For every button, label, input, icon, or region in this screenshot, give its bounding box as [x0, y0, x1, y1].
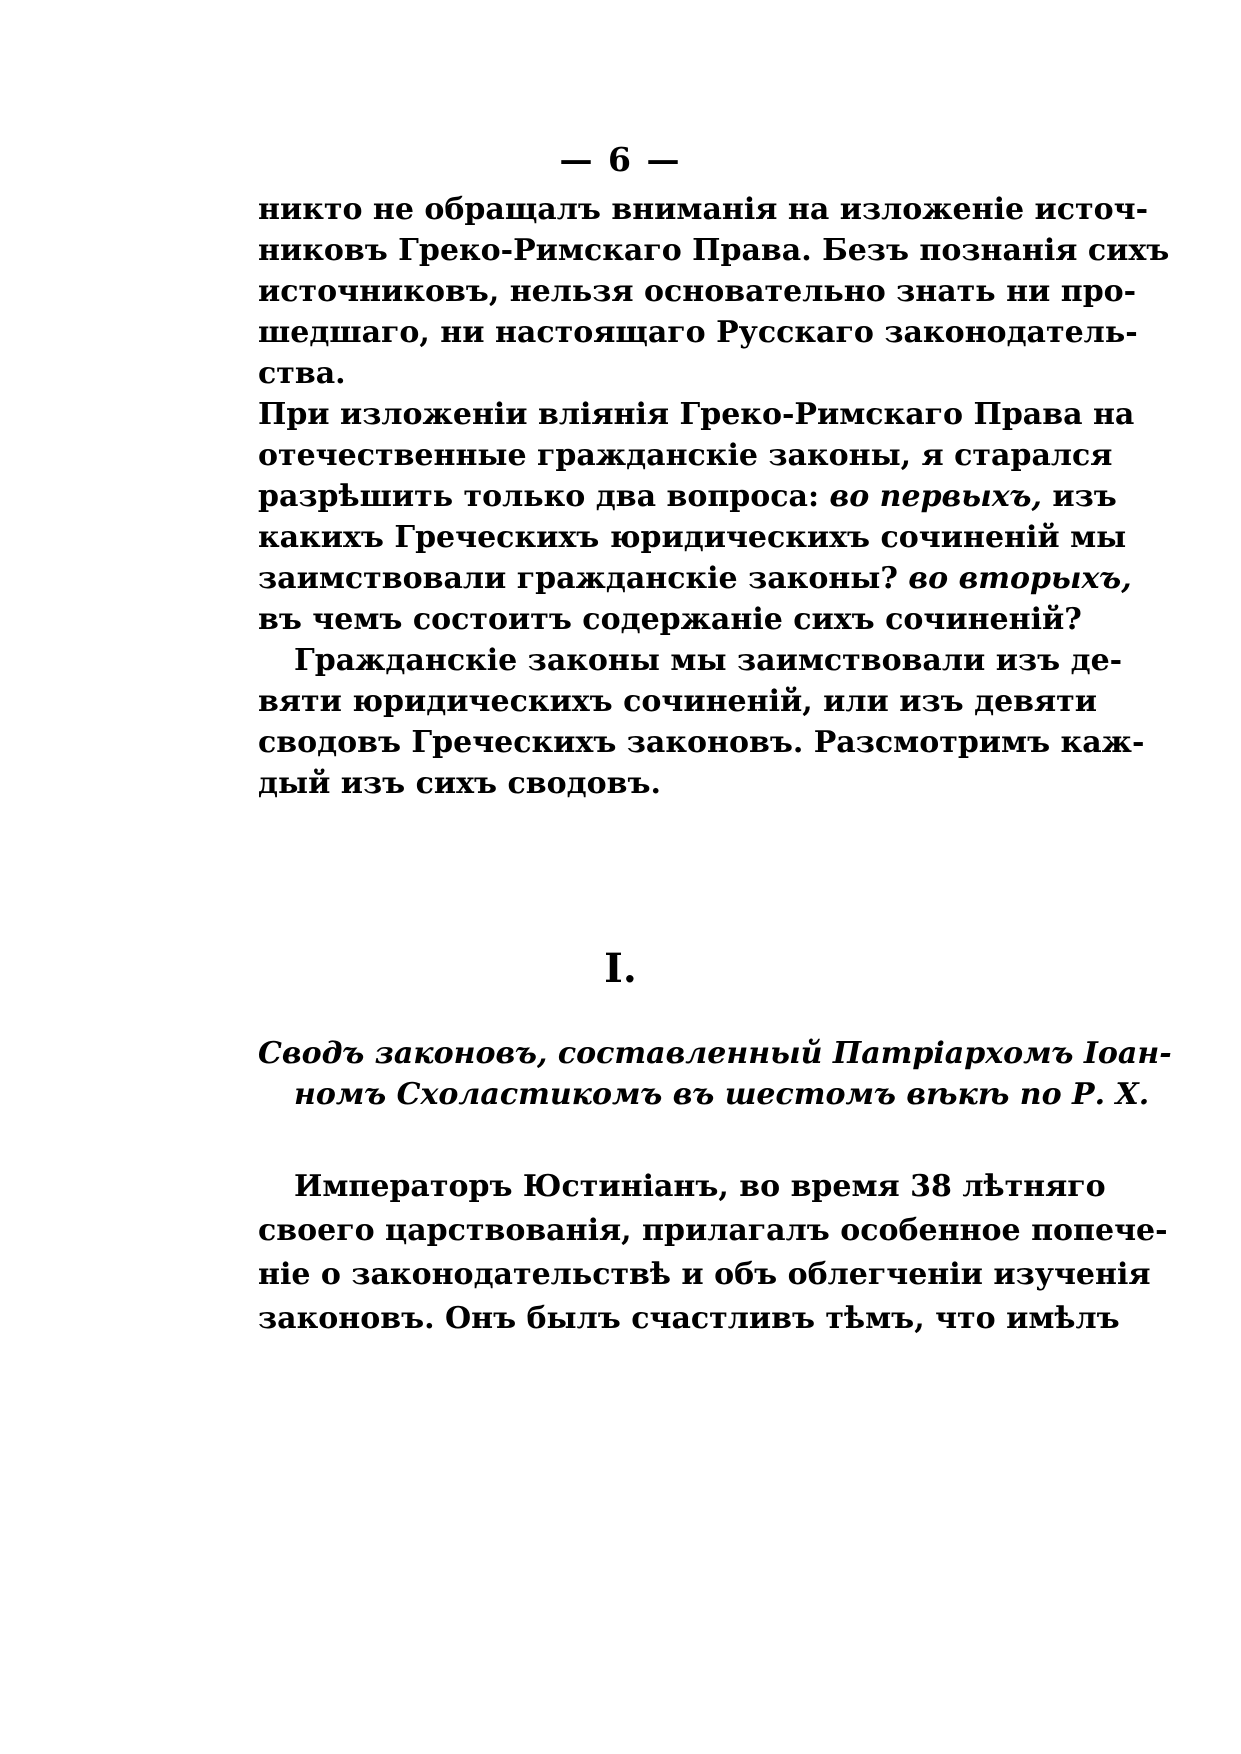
page-number: — 6 —	[559, 140, 682, 179]
text-line: своего царствованія, прилагалъ особенное попече-	[258, 1213, 1168, 1248]
text-line: вяти юридическихъ сочиненій, или изъ девяти	[258, 684, 1098, 719]
emphasis: во первыхъ,	[829, 479, 1042, 514]
text-line: какихъ Греческихъ юридическихъ сочиненій мы	[258, 520, 1127, 555]
subtitle-line: Сводъ законовъ, составленный Патріархомъ Іоан-	[258, 1036, 1172, 1071]
emphasis: во вторыхъ,	[908, 561, 1132, 596]
text-line: въ чемъ состоитъ содержаніе сихъ сочиненій?	[258, 602, 1082, 637]
text-line	[258, 474, 1117, 520]
text-line: дый изъ сихъ сводовъ.	[258, 766, 661, 801]
text-line: отечественные гражданскіе законы, я старался	[258, 438, 1113, 473]
text-segment: разрѣшить только два вопроса:	[258, 479, 820, 514]
text-line: никто не обращалъ вниманія на изложеніе источ-	[258, 192, 1149, 227]
section-numeral: I.	[604, 945, 637, 992]
text-line	[258, 556, 1132, 602]
text-line: сводовъ Греческихъ законовъ. Разсмотримъ каж-	[258, 725, 1145, 760]
text-line: источниковъ, нельзя основательно знать ни про-	[258, 274, 1137, 309]
text-line: законовъ. Онъ былъ счастливъ тѣмъ, что имѣлъ	[258, 1301, 1120, 1336]
text-line: ства.	[258, 356, 346, 391]
text-line: Гражданскіе законы мы заимствовали изъ де-	[294, 643, 1123, 678]
text-line: Императоръ Юстиніанъ, во время 38 лѣтняго	[294, 1169, 1106, 1204]
text-segment: заимствовали гражданскіе законы?	[258, 561, 898, 596]
subtitle-line: номъ Схоластикомъ въ шестомъ вѣкѣ по Р. Х.	[294, 1077, 1150, 1112]
text-line: никовъ Греко-Римскаго Права. Безъ познанія сихъ	[258, 233, 1170, 268]
text-line: При изложеніи вліянія Греко-Римскаго Права на	[258, 397, 1135, 432]
text-line: ніе о законодательствѣ и объ облегченіи изученія	[258, 1257, 1151, 1292]
text-segment: изъ	[1052, 479, 1117, 514]
text-line: шедшаго, ни настоящаго Русскаго законодатель-	[258, 315, 1138, 350]
